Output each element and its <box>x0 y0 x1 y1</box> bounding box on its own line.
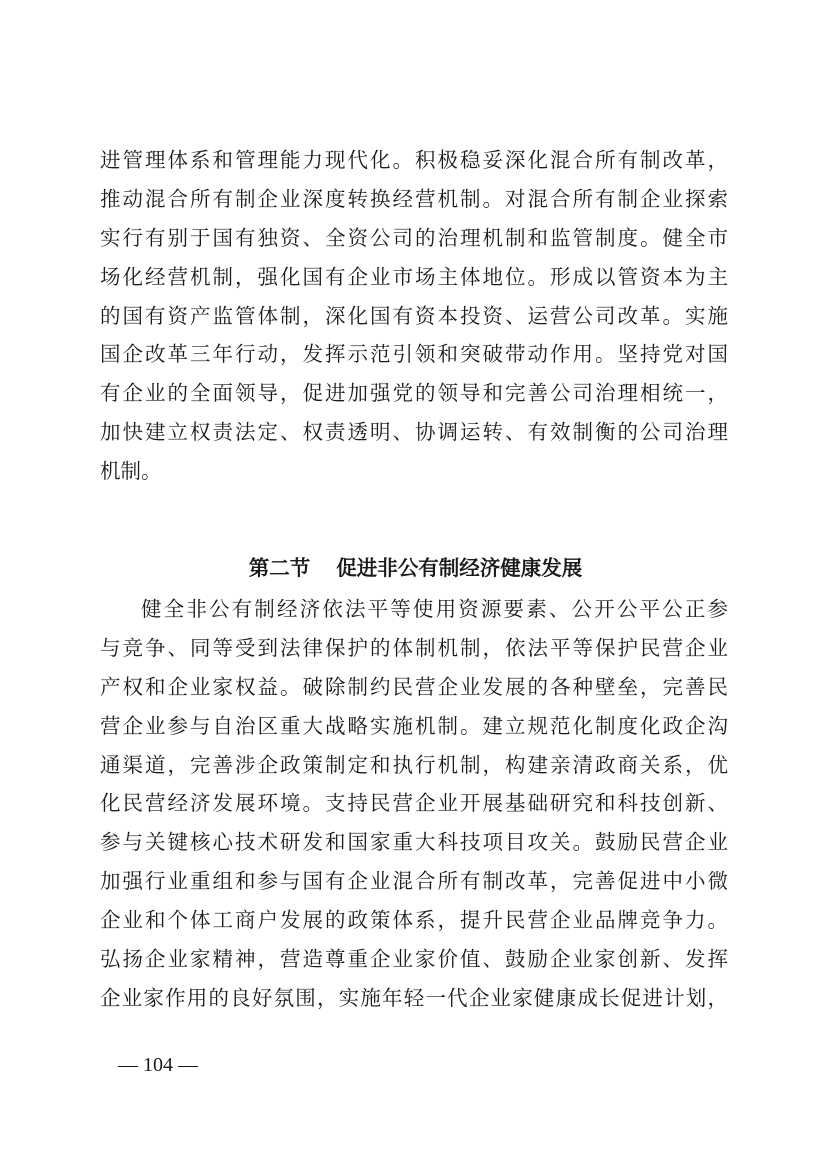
paragraph-line: 场化经营机制，强化国有企业市场主体地位。形成以管资本为主 <box>100 264 728 289</box>
paragraph-line: 推动混合所有制企业深度转换经营机制。对混合所有制企业探索 <box>100 186 728 211</box>
page-number: — 104 — <box>118 1054 198 1076</box>
paragraph-line: 国企改革三年行动，发挥示范引领和突破带动作用。坚持党对国 <box>100 342 728 367</box>
paragraph-line: 弘扬企业家精神，营造尊重企业家价值、鼓励企业家创新、发挥 <box>100 947 728 972</box>
paragraph-line: 化民营经济发展环境。支持民营企业开展基础研究和科技创新、 <box>100 791 728 816</box>
section-number: 第二节 <box>248 556 311 580</box>
paragraph-line: 参与关键核心技术研发和国家重大科技项目攻关。鼓励民营企业 <box>100 830 728 855</box>
paragraph-2 <box>100 590 728 1018</box>
paragraph-line: 加强行业重组和参与国有企业混合所有制改革，完善促进中小微 <box>100 869 728 894</box>
paragraph-line: 通渠道，完善涉企政策制定和执行机制，构建亲清政商关系，优 <box>100 752 728 777</box>
paragraph-line: 有企业的全面领导，促进加强党的领导和完善公司治理相统一， <box>100 381 728 406</box>
paragraph-line: 机制。 <box>100 459 162 484</box>
paragraph-line: 进管理体系和管理能力现代化。积极稳妥深化混合所有制改革， <box>100 148 728 172</box>
paragraph-1 <box>100 141 728 491</box>
paragraph-line: 与竞争、同等受到法律保护的体制机制，依法平等保护民营企业 <box>100 635 728 660</box>
paragraph-line: 的国有资产监管体制，深化国有资本投资、运营公司改革。实施 <box>100 303 728 328</box>
paragraph-line: 实行有别于国有独资、全资公司的治理机制和监管制度。健全市 <box>100 225 728 250</box>
paragraph-line: 企业和个体工商户发展的政策体系，提升民营企业品牌竞争力。 <box>100 908 728 933</box>
paragraph-line: 产权和企业家权益。破除制约民营企业发展的各种壁垒，完善民 <box>100 674 728 699</box>
paragraph-line: 健全非公有制经济依法平等使用资源要素、公开公平公正参 <box>141 597 728 621</box>
paragraph-line: 企业家作用的良好氛围，实施年轻一代企业家健康成长促进计划， <box>100 985 728 1010</box>
paragraph-line: 加快建立权责法定、权责透明、协调运转、有效制衡的公司治理 <box>100 420 728 445</box>
paragraph-line: 营企业参与自治区重大战略实施机制。建立规范化制度化政企沟 <box>100 713 728 738</box>
section-title: 促进非公有制经济健康发展 <box>336 556 583 580</box>
section-heading <box>2 549 827 587</box>
